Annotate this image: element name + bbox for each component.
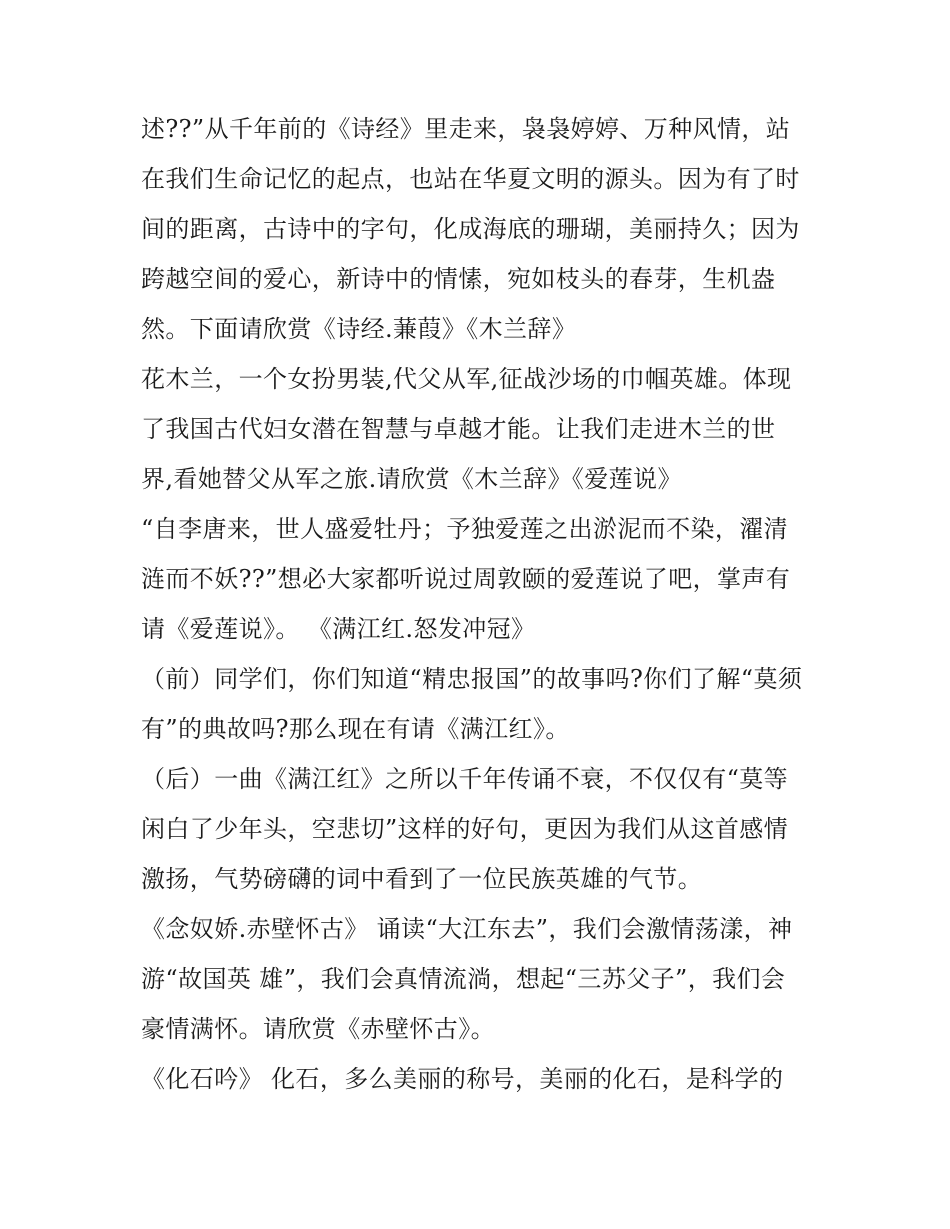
text-line: 间的距离，古诗中的字句，化成海底的珊瑚，美丽持久；因为	[141, 215, 800, 243]
text-line: 豪情满怀。请欣赏《赤壁怀古》。	[141, 1015, 495, 1043]
text-line: “自李唐来，世人盛爱牡丹；予独爱莲之出淤泥而不染，濯清	[141, 515, 789, 543]
text-line: 闲白了少年头，空悲切”这样的好句，更因为我们从这首感情	[141, 815, 789, 843]
text-line: 界,看她替父从军之旅.请欣赏《木兰辞》《爱莲说》	[141, 465, 682, 493]
text-line: 跨越空间的爱心，新诗中的情愫，宛如枝头的春芽，生机盎	[141, 265, 776, 293]
text-line: （前）同学们，你们知道“精忠报国”的故事吗?你们了解“莫须	[141, 665, 803, 693]
text-line: 激扬，气势磅礴的词中看到了一位民族英雄的气节。	[141, 865, 703, 893]
body-text	[141, 104, 821, 1104]
text-line: 然。下面请欣赏《诗经.蒹葭》《木兰辞》	[141, 315, 577, 343]
text-line: 了我国古代妇女潜在智慧与卓越才能。让我们走进木兰的世	[141, 415, 776, 443]
text-line: 请《爱莲说》。 《满江红.怒发冲冠》	[141, 615, 536, 643]
text-line: 《化石吟》 化石，多么美丽的称号，美丽的化石，是科学的	[141, 1065, 784, 1093]
text-line: （后）一曲《满江红》之所以千年传诵不衰，不仅仅有“莫等	[141, 765, 789, 793]
text-line: 在我们生命记忆的起点，也站在华夏文明的源头。因为有了时	[141, 165, 800, 193]
text-line: 《念奴娇.赤壁怀古》 诵读“大江东去”，我们会激情荡漾，神	[141, 915, 793, 943]
text-line: 有”的典故吗?那么现在有请《满江红》。	[141, 715, 570, 743]
text-line: 游“故国英 雄”，我们会真情流淌，想起“三苏父子”，我们会	[141, 965, 786, 993]
text-line: 花木兰，一个女扮男装,代父从军,征战沙场的巾帼英雄。体现	[141, 365, 792, 393]
text-line: 涟而不妖??”想必大家都听说过周敦颐的爱莲说了吧，掌声有	[141, 565, 791, 593]
text-line: 述??”从千年前的《诗经》里走来，袅袅婷婷、万种风情，站	[141, 115, 791, 143]
